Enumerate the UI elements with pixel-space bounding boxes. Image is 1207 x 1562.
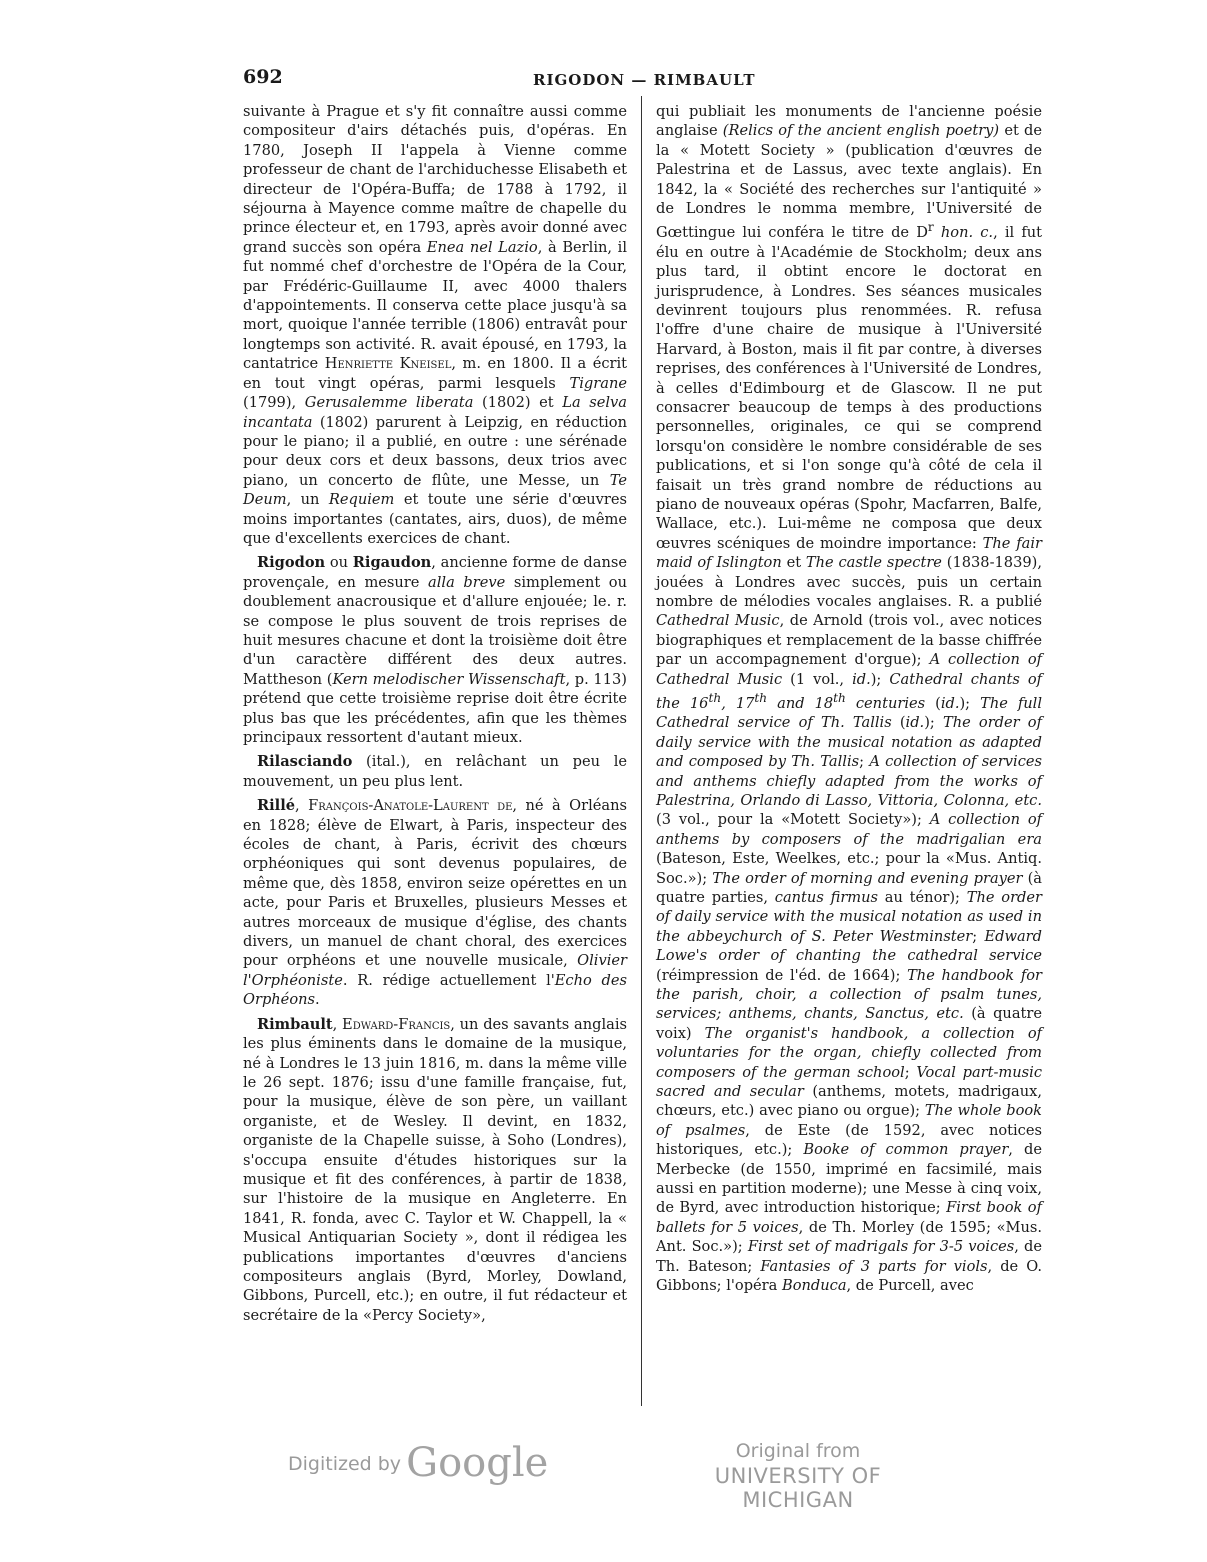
university-text: UNIVERSITY OF MICHIGAN <box>714 1464 882 1512</box>
google-logo: Google <box>406 1440 549 1486</box>
column-divider <box>641 96 642 1406</box>
digitized-by-text: Digitized by <box>288 1453 402 1475</box>
paragraph: suivante à Prague et s'y fit connaître aussi comme compositeur d'airs détachés puis, d'opéras. En 1780, Joseph II l'appela à Vienne comme professeur de chant de l'archiduchesse Elisabeth et directeur de l'Opéra-Buffa; de 1788 à 1792, il séjourna à Mayence comme maître de chapelle du prince électeur et, en 1793, après avoir donné avec grand succès son opéra Enea nel Lazio, à Berlin, il fut nommé chef d'orchestre de l'Opéra de la Cour, par Frédéric-Guillaume II, avec 4000 thalers d'appointements. Il conserva cette place jusqu'à sa mort, quoique l'année terrible (1806) entravât pour longtemps son activité. R. avait épousé, en 1793, la cantatrice Henriette Kneisel, m. en 1800. Il a écrit en tout vingt opéras, parmi lesquels Tigrane (1799), Gerusalemme liberata (1802) et La selva incantata (1802) parurent à Leipzig, en réduction pour le piano; il a publié, en outre : une sérénade pour deux cors et deux bassons, deux trios avec piano, un concerto de flûte, une Messe, un Te Deum, un Requiem et toute une série d'œuvres moins importantes (cantates, airs, duos), de même que d'excellents exercices de chant. <box>243 103 628 547</box>
paragraph: qui publiait les monuments de l'ancienne poésie anglaise (Relics of the ancient english poetry) et de la « Motett Society » (publication d'œuvres de Palestrina et de Lassus, avec texte anglais). En 1842, la « Société des recherches sur l'antiquité » de Londres le nomma membre, l'Université de Gœttingue lui conféra le titre de $D^r$ hon. c., il fut élu en outre à l'Académie de Stockholm; deux ans plus tard, il obtint encore le doctorat en jurisprudence, à Londres. Ses séances musicales devinrent toujours plus renommées. R. refusa l'offre d'une chaire de musique à l'Université Harvard, à Boston, mais il fit par contre, à diverses reprises, des conférences à l'Université de Londres, à celles d'Edimbourg et de Glascow. Il ne put consacrer beaucoup de temps à des productions personnelles, originales, ce qui se comprend lorsqu'on considère le nombre considérable de ses publications, et si l'on songe qu'à côté de cela il faisait un très grand nombre de réductions au piano de nouveaux opéras (Spohr, Macfarren, Balfe, Wallace, etc.). Lui-même ne composa que deux œuvres scéniques de moindre importance: The fair maid of Islington et The castle spectre (1838-1839), jouées à Londres avec succès, puis un certain nombre de mélodies vocales anglaises. R. a publié Cathedral Music, de Arnold (trois vol., avec notices biographiques et remplacement de la basse chiffrée par un accompagnement d'orgue); A collection of Cathedral Music (1 vol., id.); Cathedral chants of the 16th, 17th and 18th centuries (id.); The full Cathedral service of Th. Tallis (id.); The order of daily service with the musical notation as adapted and composed by Th. Tallis; A collection of services and anthems chiefly adapted from the works of Palestrina, Orlando di Lasso, Vittoria, Colonna, etc. (3 vol., pour la «Motett Society»); A collection of anthems by composers of the madrigalian era (Bateson, Este, Weelkes, etc.; pour la «Mus. Antiq. Soc.»); The order of morning and evening prayer (à quatre parties, cantus firmus au ténor); The order of daily service with the musical notation as used in the abbeychurch of S. Peter Westminster; Edward Lowe's order of chanting the cathedral service (réimpression de l'éd. de 1664); The handbook for the parish, choir, a collection of psalm tunes, services; anthems, chants, Sanctus, etc. (à quatre voix) The organist's handbook, a collection of voluntaries for the organ, chiefly collected from composers of the german school; Vocal part-music sacred and secular (anthems, motets, madrigaux, chœurs, etc.) avec piano ou orgue); The whole book of psalmes, de Este (de 1592, avec notices historiques, etc.); Booke of common prayer, de Merbecke (de 1550, imprimé en facsimilé, mais aussi en partition moderne); une Messe à cinq voix, de Byrd, avec introduction historique; First book of ballets for 5 voices, de Th. Morley (de 1595; «Mus. Ant. Soc.»); First set of madrigals for 3-5 voices, de Th. Bateson; Fantasies of 3 parts for viols, de O. Gibbons; l'opéra Bonduca, de Purcell, avec <box>656 103 1043 1295</box>
entry-rigodon: Rigodon ou Rigaudon, ancienne forme de danse provençale, en mesure alla breve simplement ou doublement anacrousique et d'allure enjouée; le. r. se compose le plus souvent de trois reprises de huit mesures chacune et dont la troisième doit être d'un caractère différent des deux autres. Mattheson (Kern melodischer Wissenschaft, p. 113) prétend que cette troisième reprise doit être écrite plus bas que les précédentes, afin que les thèmes principaux ressortent d'autant mieux. <box>243 554 627 746</box>
entry-rilasciando: Rilasciando (ital.), en relâchant un peu le mouvement, un peu plus lent. <box>243 753 627 790</box>
page-header <box>243 66 1042 96</box>
page-number: 692 <box>243 66 283 88</box>
running-head: RIGODON — RIMBAULT <box>533 71 756 89</box>
origin-watermark <box>668 1440 928 1512</box>
digitized-watermark <box>288 1440 548 1486</box>
left-column <box>243 102 627 1325</box>
entry-rille: Rillé, François-Anatole-Laurent de, né à Orléans en 1828; élève de Elwart, à Paris, inspecteur des écoles de chant, à Paris, écrivit des chœurs orphéoniques qui sont devenus populaires, de même que, dès 1858, environ seize opérettes en un acte, pour Paris et Bruxelles, plusieurs Messes et autres morceaux de musique d'église, des chants divers, un manuel de chant choral, des exercices pour orphéons et une nouvelle musicale, Olivier l'Orphéoniste. R. rédige actuellement l'Echo des Orphéons. <box>243 797 627 1009</box>
right-column <box>656 102 1042 1296</box>
original-from-text: Original from <box>735 1440 861 1462</box>
entry-rimbault: Rimbault, Edward-Francis, un des savants anglais les plus éminents dans le domaine de la musique, né à Londres le 13 juin 1816, m. dans la même ville le 26 sept. 1876; issu d'une famille française, fut, pour la musique, élève de son père, un vaillant organiste, et de Wesley. Il devint, en 1832, organiste de la Chapelle suisse, à Soho (Londres), s'occupa ensuite d'études historiques sur la musique et fit des conférences, à partir de 1838, sur l'histoire de la musique en Angleterre. En 1841, R. fonda, avec C. Taylor et W. Chappell, la « Musical Antiquarian Society », dont il rédigea les publications importantes d'œuvres d'anciens compositeurs anglais (Byrd, Morley, Dowland, Gibbons, Purcell, etc.); en outre, il fut rédacteur et secrétaire de la «Percy Society», <box>243 1015 627 1324</box>
